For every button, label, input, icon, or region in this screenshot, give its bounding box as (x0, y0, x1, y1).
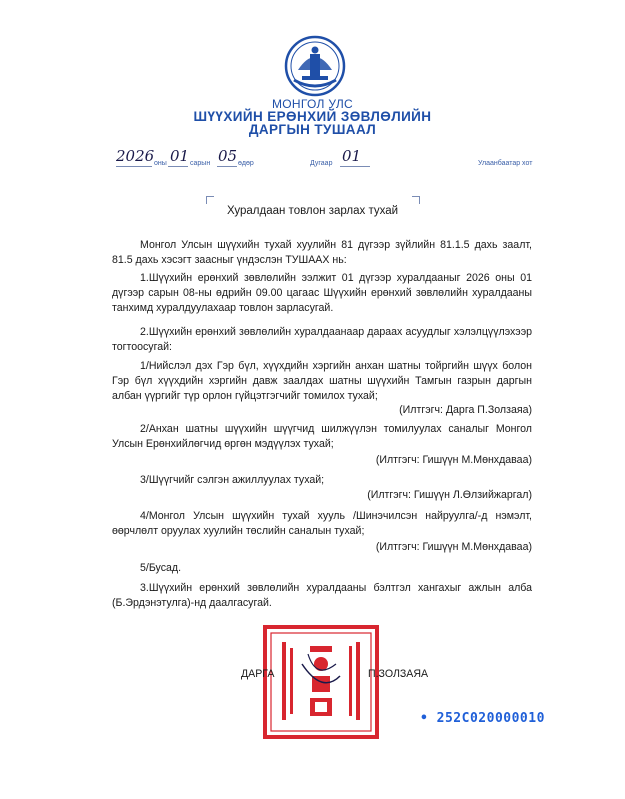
signatory-name: П.ЗОЛЗАЯА (368, 668, 429, 680)
document-title: Хуралдаан товлон зарлах тухай (226, 205, 399, 217)
item-1: 1.Шүүхийн ерөнхий зөвлөлийн ээлжит 01 дүгээр хуралдааныг 2026 оны 01 дүгээр сарын 08-ны өдрийн 09.00 цагаас Шүүхийн ерөнхий зөвлөлийн хуралдааны танхимд хуралдуулахаар товлон зарласугай. (112, 272, 532, 314)
document-serial: • 252С020000010 (420, 711, 545, 726)
title-corner-left (206, 196, 214, 204)
month-label: сарын (190, 160, 211, 167)
sub-item-3-presenter: (Илтгэгч: Гишүүн Л.Өлзийжаргал) (367, 489, 532, 501)
year-label: оны (154, 160, 167, 167)
order-number: 01 (342, 147, 362, 165)
header-council: ШҮҮХИЙН ЕРӨНХИЙ ЗӨВЛӨЛИЙН (193, 109, 432, 124)
sub-item-5: 5/Бусад. (140, 562, 182, 574)
sub-item-2-presenter: (Илтгэгч: Гишүүн М.Мөнхдаваа) (375, 454, 532, 466)
preamble: Монгол Улсын шүүхийн тухай хуулийн 81 дүгээр зүйлийн 81.1.5 дахь заалт, 81.5 дахь хэсэгт заасныг үндэслэн ТУШААХ нь: (112, 239, 532, 266)
sub-item-2: 2/Анхан шатны шүүхийн шүүгчид шилжүүлэн томилуулах саналыг Монгол Улсын Ерөнхийлөгчид өргөн мэдүүлэх тухай; (112, 423, 532, 450)
state-emblem-icon (284, 34, 346, 98)
item-2: 2.Шүүхийн ерөнхий зөвлөлийн хуралдаанаар дараах асуудлыг хэлэлцүүлэхээр тогтоосугай: (112, 326, 532, 353)
date-year: 2026 (116, 147, 155, 165)
sub-item-4-presenter: (Илтгэгч: Гишүүн М.Мөнхдаваа) (375, 541, 532, 553)
date-day: 05 (218, 147, 238, 165)
number-label: Дугаар (310, 160, 333, 167)
city: Улаанбаатар хот (478, 160, 533, 167)
sub-item-3: 3/Шүүгчийг сэлгэн ажиллуулах тухай; (140, 474, 325, 486)
header-order-title: ДАРГЫН ТУШААЛ (248, 122, 377, 137)
header-country: МОНГОЛ УЛС (272, 97, 353, 111)
sub-item-4: 4/Монгол Улсын шүүхийн тухай хууль /Шинэчилсэн найруулга/-д нэмэлт, өөрчлөлт оруулах хуулийн төслийн саналын тухай; (112, 510, 532, 537)
signatory-position: ДАРГА (241, 668, 275, 680)
official-seal-icon (262, 624, 380, 740)
item-3: 3.Шүүхийн ерөнхий зөвлөлийн хуралдааны бэлтгэл хангахыг ажлын алба (Б.Эрдэнэтулга)-нд даалгасугай. (112, 582, 532, 609)
title-corner-right (412, 196, 420, 204)
day-label: өдөр (238, 160, 254, 167)
sub-item-1-presenter: (Илтгэгч: Дарга П.Золзаяа) (399, 404, 532, 416)
date-month: 01 (170, 147, 190, 165)
sub-item-1: 1/Нийслэл дэх Гэр бүл, хүүхдийн хэргийн анхан шатны тойргийн шүүх болон Гэр бүл хүүхдийн хэргийн давж заалдах шатны шүүхийн Тамгын газрын даргын албан үүргийг түр орлон гүйцэтгэгчийг томилох тухай; (112, 360, 532, 402)
